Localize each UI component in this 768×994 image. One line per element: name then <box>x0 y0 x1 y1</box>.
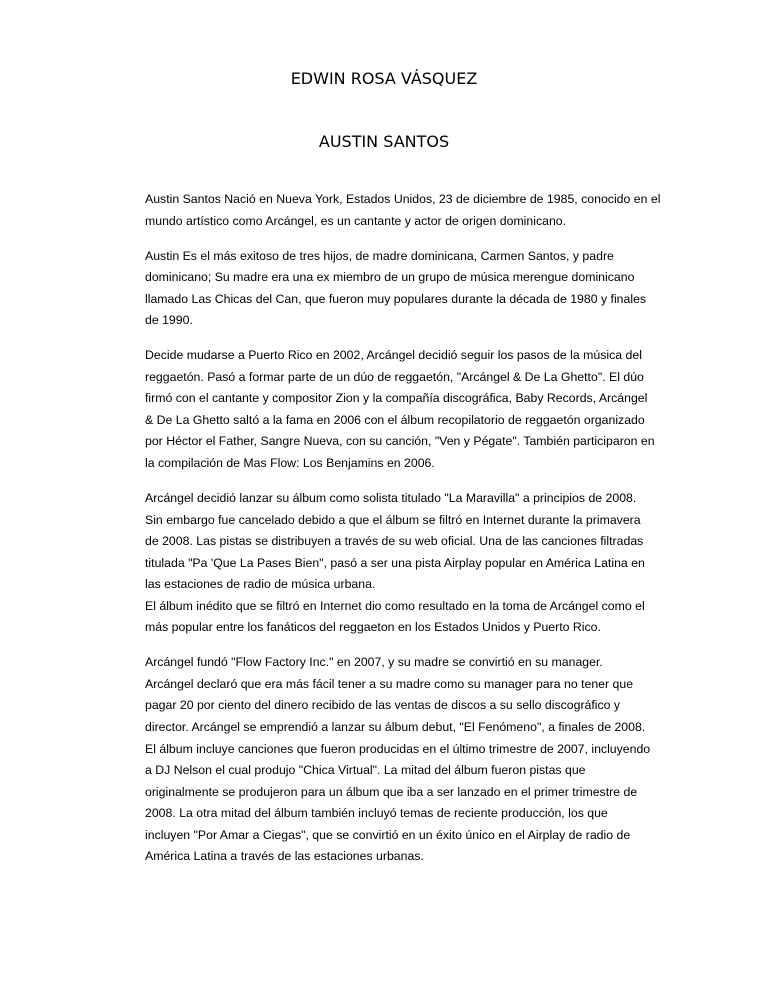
text-line: reggaetón. Pasó a formar parte de un dúo de reggaetón, "Arcángel & De La Ghetto". El dúo <box>145 369 644 384</box>
text-line: las estaciones de radio de música urbana. <box>145 577 376 592</box>
paragraph <box>145 189 705 232</box>
text-line: de 2008. Las pistas se distribuyen a través de su web oficial. Una de las canciones filtradas <box>145 534 644 549</box>
paragraph <box>145 488 705 639</box>
text-line: América Latina a través de las estaciones urbanas. <box>145 849 424 864</box>
text-line: & De La Ghetto saltó a la fama en 2006 con el álbum recopilatorio de reggaetón organizado <box>145 412 645 427</box>
paragraph <box>145 652 705 867</box>
document-body <box>145 189 705 881</box>
text-line: Sin embargo fue cancelado debido a que el álbum se filtró en Internet durante la primavera <box>145 512 641 527</box>
document-title: AUSTIN SANTOS <box>318 132 450 151</box>
text-line: El álbum inédito que se filtró en Internet dio como resultado en la toma de Arcángel como el <box>145 598 645 613</box>
text-line: Arcángel decidió lanzar su álbum como solista titulado "La Maravilla" a principios de 2008. <box>145 491 637 506</box>
text-line: dominicano; Su madre era una ex miembro de un grupo de música merengue dominicano <box>145 270 635 285</box>
text-line: director. Arcángel se emprendió a lanzar su álbum debut, "El Fenómeno", a finales de 2008. <box>145 720 646 735</box>
text-line: a DJ Nelson el cual produjo "Chica Virtual". La mitad del álbum fueron pistas que <box>145 763 586 778</box>
text-line: llamado Las Chicas del Can, que fueron muy populares durante la década de 1980 y finales <box>145 291 647 306</box>
text-line: firmó con el cantante y compositor Zion y la compañía discográfica, Baby Records, Arcángel <box>145 391 648 406</box>
text-line: Austin Santos Nació en Nueva York, Estados Unidos, 23 de diciembre de 1985, conocido en el <box>145 192 661 206</box>
text-line: Austin Es el más exitoso de tres hijos, de madre dominicana, Carmen Santos, y padre <box>145 248 614 263</box>
text-line: de 1990. <box>145 313 193 328</box>
paragraph <box>145 246 705 332</box>
text-line: originalmente se produjeron para un álbum que iba a ser lanzado en el primer trimestre de <box>145 784 638 799</box>
text-line: Arcángel fundó "Flow Factory Inc." en 2007, y su madre se convirtió en su manager. <box>145 655 603 670</box>
paragraph <box>145 345 705 474</box>
text-line: mundo artístico como Arcángel, es un cantante y actor de origen dominicano. <box>145 213 567 228</box>
text-line: pagar 20 por ciento del dinero recibido de las ventas de discos a su sello discográfico y <box>145 698 621 713</box>
text-line: Arcángel declaró que era más fácil tener a su madre como su manager para no tener que <box>145 676 634 691</box>
text-line: 2008. La otra mitad del álbum también incluyó temas de reciente producción, los que <box>145 806 608 821</box>
text-line: incluyen "Por Amar a Ciegas", que se convirtió en un éxito único en el Airplay de radio de <box>145 827 631 842</box>
text-line: la compilación de Mas Flow: Los Benjamins en 2006. <box>145 456 435 471</box>
text-line: El álbum incluye canciones que fueron producidas en el último trimestre de 2007, incluyendo <box>145 741 651 756</box>
text-line: por Héctor el Father, Sangre Nueva, con su canción, "Ven y Pégate". También participaron en <box>145 434 655 449</box>
text-line: titulada "Pa 'Que La Pases Bien", pasó a ser una pista Airplay popular en América Latina en <box>145 555 645 570</box>
text-line: Decide mudarse a Puerto Rico en 2002, Arcángel decidió seguir los pasos de la música del <box>145 348 642 363</box>
author-name: EDWIN ROSA VÁSQUEZ <box>290 69 478 88</box>
text-line: más popular entre los fanáticos del reggaeton en los Estados Unidos y Puerto Rico. <box>145 620 601 635</box>
